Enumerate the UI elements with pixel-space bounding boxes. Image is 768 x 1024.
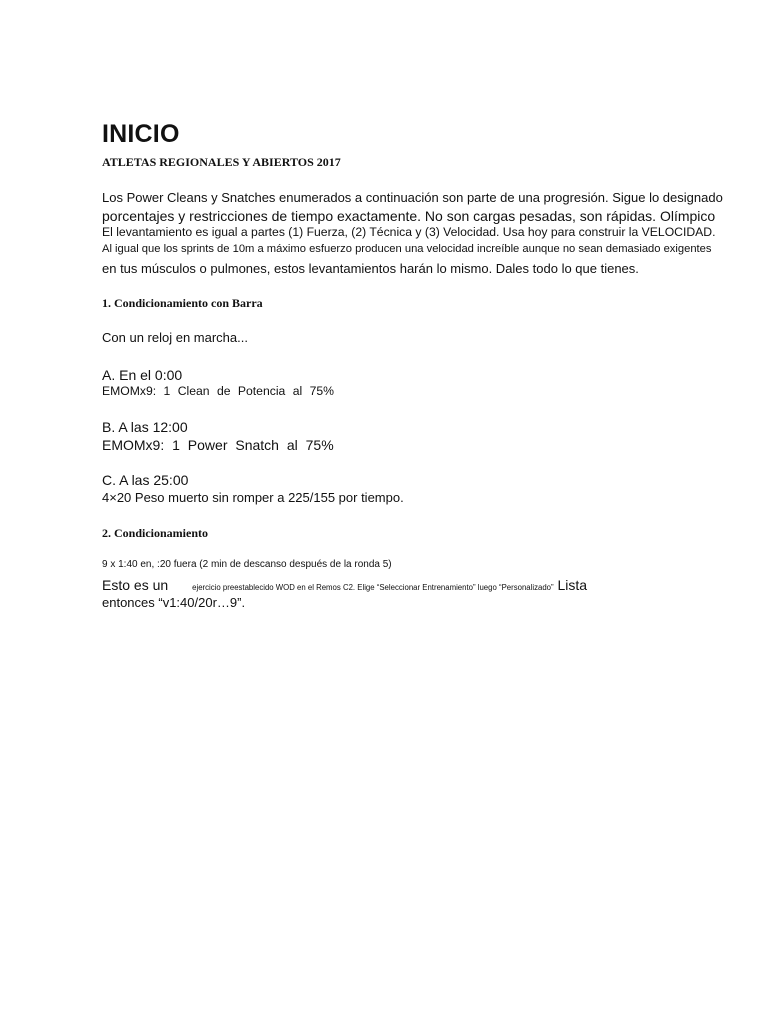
- intro-line-1: Los Power Cleans y Snatches enumerados a continuación son parte de una progresión. Sigue lo designado: [102, 190, 723, 205]
- section-1-item-a-detail: EMOMx9: 1 Clean de Potencia al 75%: [102, 384, 334, 398]
- section-1-item-c-detail: 4×20 Peso muerto sin romper a 225/155 por tiempo.: [102, 490, 404, 505]
- intro-line-3: El levantamiento es igual a partes (1) Fuerza, (2) Técnica y (3) Velocidad. Usa hoy para construir la VELOCIDAD.: [102, 225, 716, 239]
- section-2-line-2: entonces “v1:40/20r…9”.: [102, 595, 246, 610]
- page-title: INICIO: [102, 120, 180, 148]
- section-2-line-1-small: ejercicio preestablecido WOD en el Remos C2. Elige “Seleccionar Entrenamiento” luego “Personalizado”: [192, 583, 554, 592]
- section-1-lead: Con un reloj en marcha...: [102, 330, 248, 345]
- section-1-item-b-label: B. A las 12:00: [102, 419, 188, 435]
- section-2-line-1-start: Esto es un: [102, 577, 169, 593]
- intro-line-5: en tus músculos o pulmones, estos levantamientos harán lo mismo. Dales todo lo que tienes.: [102, 261, 639, 276]
- section-1-heading: 1. Condicionamiento con Barra: [102, 296, 263, 310]
- section-1-item-c-label: C. A las 25:00: [102, 472, 189, 488]
- section-1-item-a-label: A. En el 0:00: [102, 367, 183, 383]
- section-2-detail: 9 x 1:40 en, :20 fuera (2 min de descanso después de la ronda 5): [102, 559, 392, 570]
- page-subtitle: ATLETAS REGIONALES Y ABIERTOS 2017: [102, 155, 341, 169]
- section-2-line-1: [102, 578, 587, 592]
- intro-line-2: porcentajes y restricciones de tiempo exactamente. No son cargas pesadas, son rápidas. Olímpico: [102, 208, 716, 224]
- section-2-heading: 2. Condicionamiento: [102, 526, 209, 540]
- intro-line-4: Al igual que los sprints de 10m a máximo esfuerzo producen una velocidad increíble aunque no sean demasiado exigentes: [102, 243, 712, 255]
- section-2-line-1-end: Lista: [557, 577, 588, 593]
- section-1-item-b-detail: EMOMx9: 1 Power Snatch al 75%: [102, 437, 334, 453]
